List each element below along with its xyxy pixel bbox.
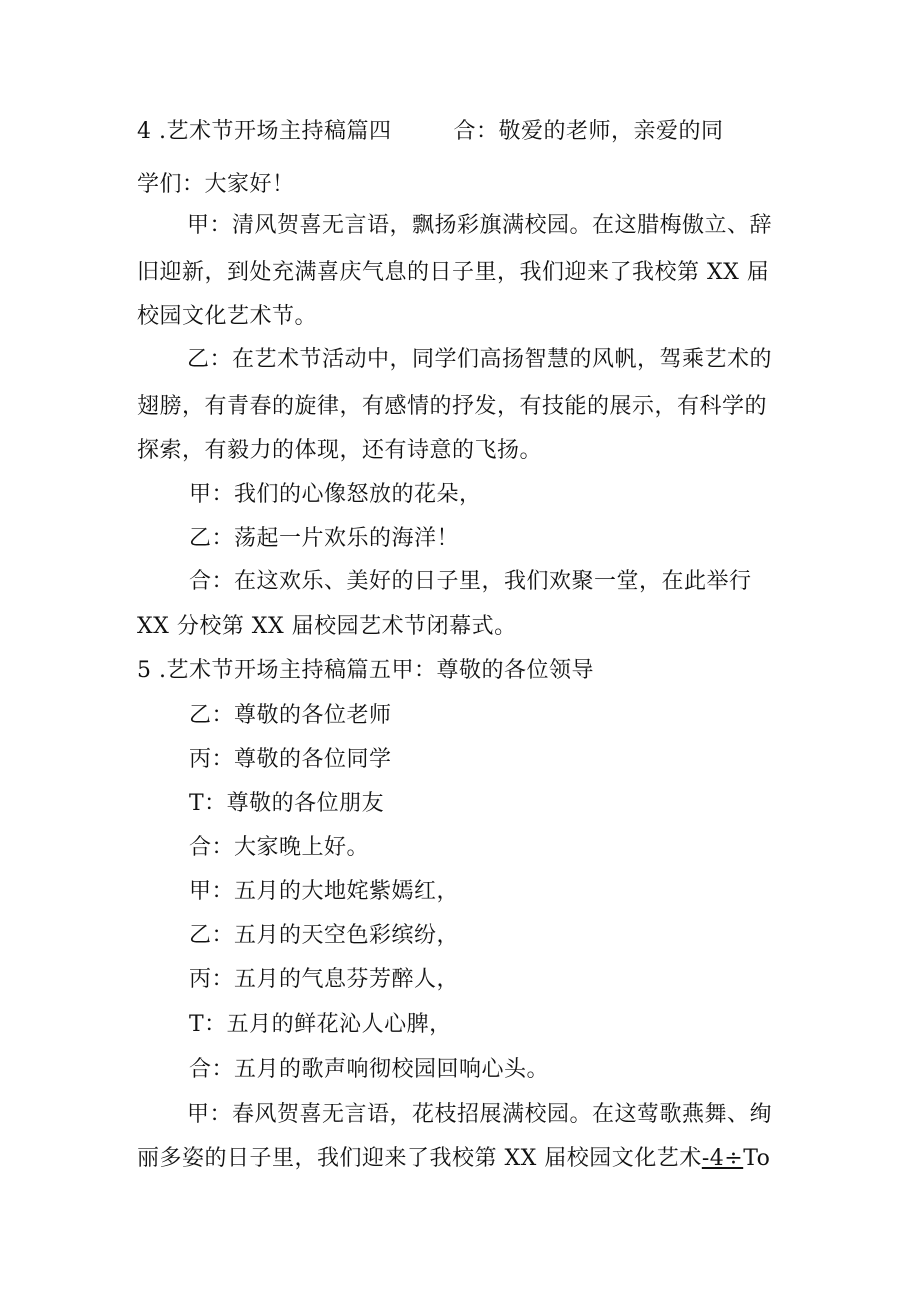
text-line: 乙：荡起一片欢乐的海洋！	[189, 526, 460, 551]
text-line: 校园文化艺术节。	[137, 304, 318, 329]
text-line: XX 分校第 XX 届校园艺术节闭幕式。	[137, 614, 517, 639]
section-heading-5: 5 .艺术节开场主持稿篇五甲：尊敬的各位领导	[137, 658, 594, 683]
text-line: 合：五月的歌声响彻校园回响心头。	[189, 1057, 550, 1082]
page-number: -4÷	[701, 1146, 744, 1171]
text-line: 学们：大家好！	[137, 172, 295, 197]
text-line: 甲：春风贺喜无言语，花枝招展满校园。在这莺歌燕舞、绚	[187, 1102, 773, 1127]
text-line: 合：在这欢乐、美好的日子里，我们欢聚一堂，在此举行	[189, 569, 752, 594]
text-line: 甲：清风贺喜无言语，飘扬彩旗满校园。在这腊梅傲立、辞	[187, 213, 773, 238]
text-line: 丙：尊敬的各位同学	[189, 747, 392, 772]
text-line: 探索，有毅力的体现，还有诗意的飞扬。	[137, 438, 543, 463]
text-line: T：五月的鲜花沁人心脾，	[189, 1012, 452, 1037]
text-line: 丙：五月的气息芬芳醉人，	[189, 967, 460, 992]
text-line: 翅膀，有青春的旋律，有感情的抒发，有技能的展示，有科学的	[137, 394, 768, 419]
text-line: 乙：五月的天空色彩缤纷，	[189, 923, 460, 948]
text-line: 合：大家晚上好。	[189, 835, 370, 860]
text-line	[137, 117, 724, 147]
text-span: 丽多姿的日子里，我们迎来了我校第 XX 届校园文化艺术	[137, 1146, 702, 1171]
text-line	[137, 1144, 770, 1174]
text-line: T：尊敬的各位朋友	[189, 791, 385, 816]
text-span: 合：敬爱的老师，亲爱的同	[453, 119, 724, 144]
section-heading-4: 4 .艺术节开场主持稿篇四	[137, 119, 392, 144]
text-line: 甲：五月的大地姹紫嫣红，	[189, 879, 460, 904]
text-line: 乙：在艺术节活动中，同学们高扬智慧的风帆，驾乘艺术的	[187, 347, 773, 372]
text-line: 甲：我们的心像怒放的花朵，	[189, 482, 482, 507]
text-line: 乙：尊敬的各位老师	[189, 703, 392, 728]
text-span: To	[743, 1146, 771, 1171]
text-line: 旧迎新，到处充满喜庆气息的日子里，我们迎来了我校第 XX 届	[137, 260, 770, 285]
